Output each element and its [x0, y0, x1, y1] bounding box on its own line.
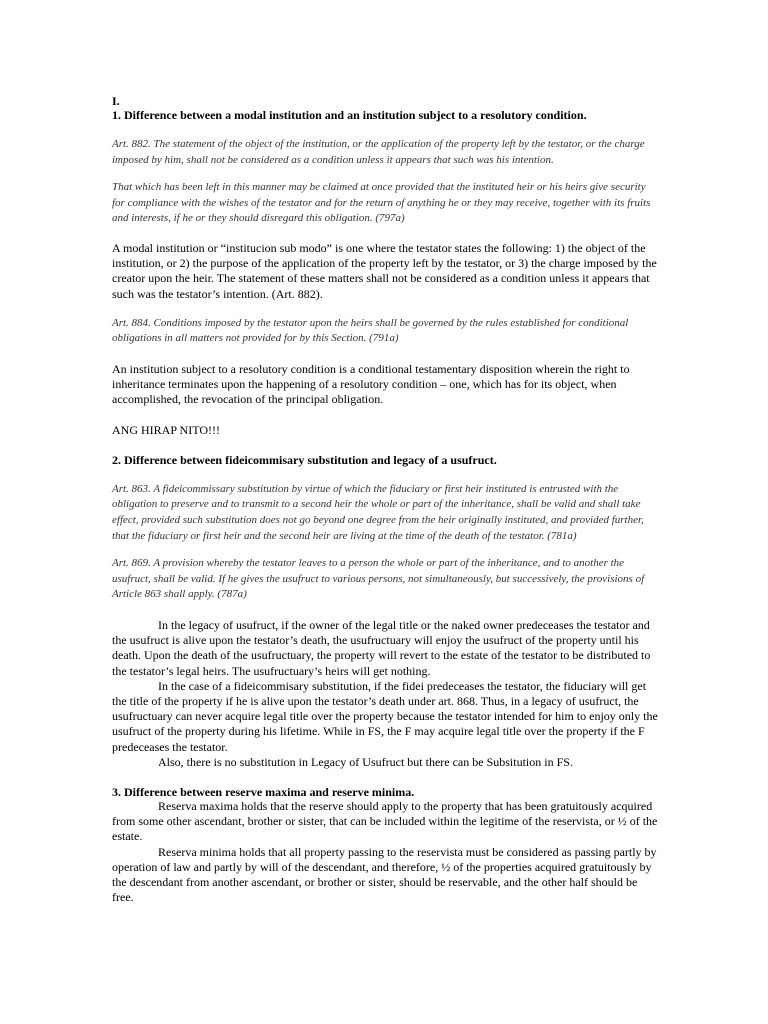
- usufruct-paragraph-3: Also, there is no substitution in Legacy of Usufruct but there can be Subsitution in FS.: [158, 754, 573, 769]
- article-869: Art. 869. A provision whereby the testator leaves to a person the whole or part of the inheritance, and to another the usufruct, shall be valid. If he gives the usufruct to various persons, not simultaneously, but successively, the provisions of Article 863 shall apply. (787a): [112, 557, 645, 601]
- usufruct-paragraph-1: In the legacy of usufruct, if the owner of the legal title or the naked owner predeceases the testator and the usufruct is alive upon the testator’s death, the usufructuary will enjoy the usufruct of the property until his death. Upon the death of the usufructuary, the property will revert to the estate of the testator to be distributed to the testator’s legal heirs. The usufructuary’s heirs will get nothing.: [112, 617, 651, 678]
- resolutory-condition-paragraph: An institution subject to a resolutory condition is a conditional testamentary disposition wherein the right to inheritance terminates upon the happening of a resolutory condition – one, which has for its object, when accomplished, the revocation of the principal obligation.: [112, 361, 630, 407]
- article-884: Art. 884. Conditions imposed by the testator upon the heirs shall be governed by the rules established for conditional obligations in all matters not provided for by this Section. (791a): [112, 316, 629, 345]
- article-863: Art. 863. A fideicommissary substitution by virtue of which the fiduciary or first heir instituted is entrusted with the obligation to preserve and to transmit to a second heir the whole or part of the inheritance, shall be valid and shall take effect, provided such substitution does not go beyond one degree from the heir originally instituted, and provided further, that the fiduciary or first heir and the second heir are living at the time of the death of the testator. (781a): [112, 482, 644, 542]
- heading-reserva-maxima-vs-minima: 3. Difference between reserve maxima and reserve minima.: [112, 784, 415, 799]
- article-882-paragraph-2: That which has been left in this manner may be claimed at once provided that the instituted heir or his heirs give security for compliance with the wishes of the testator and for the return of anything he or they may receive, together with its fruits and interests, if he or they should disregard this obligation. (797a): [112, 181, 651, 225]
- article-882-paragraph-1: Art. 882. The statement of the object of the institution, or the application of the property left by the testator, or the charge imposed by him, shall not be considered as a condition unless it appears that such was his intention.: [112, 138, 645, 166]
- reserva-maxima-paragraph: Reserva maxima holds that the reserve should apply to the property that has been gratuitously acquired from some other ascendant, brother or sister, that can be included within the legitime of the reservista, or ½ of the estate.: [112, 798, 658, 844]
- section-number: I.: [112, 94, 120, 108]
- exclamation-line: ANG HIRAP NITO!!!: [112, 422, 220, 437]
- heading-modal-vs-resolutory: 1. Difference between a modal institution and an institution subject to a resolutory condition.: [112, 108, 587, 122]
- reserva-minima-paragraph: Reserva minima holds that all property passing to the reservista must be considered as passing partly by operation of law and partly by will of the descendant, and therefore, ½ of the properties acquired gratuitously by the descendant from another ascendant, or brother or sister, should be reservable, and the other half should be free.: [112, 844, 657, 905]
- modal-institution-paragraph: A modal institution or “institucion sub modo” is one where the testator states the following: 1) the object of the institution, or 2) the purpose of the application of the property left by the testator, or 3) the charge imposed by the creator upon the heir. The statement of these matters shall not be considered as a condition unless it appears that such was the testator’s intention. (Art. 882).: [112, 240, 657, 301]
- heading-fideicommissary-vs-usufruct: 2. Difference between fideicommisary substitution and legacy of a usufruct.: [112, 452, 497, 467]
- usufruct-paragraph-2: In the case of a fideicommisary substitution, if the fidei predeceases the testator, the fiduciary will get the title of the property if he is alive upon the testator’s death under art. 868. Thus, in a legacy of usufruct, the usufructuary can never acquire legal title over the property because the testator intended for him to enjoy only the usufruct of the property during his lifetime. While in FS, the F may acquire legal title over the property if the F predeceases the testator.: [112, 678, 658, 754]
